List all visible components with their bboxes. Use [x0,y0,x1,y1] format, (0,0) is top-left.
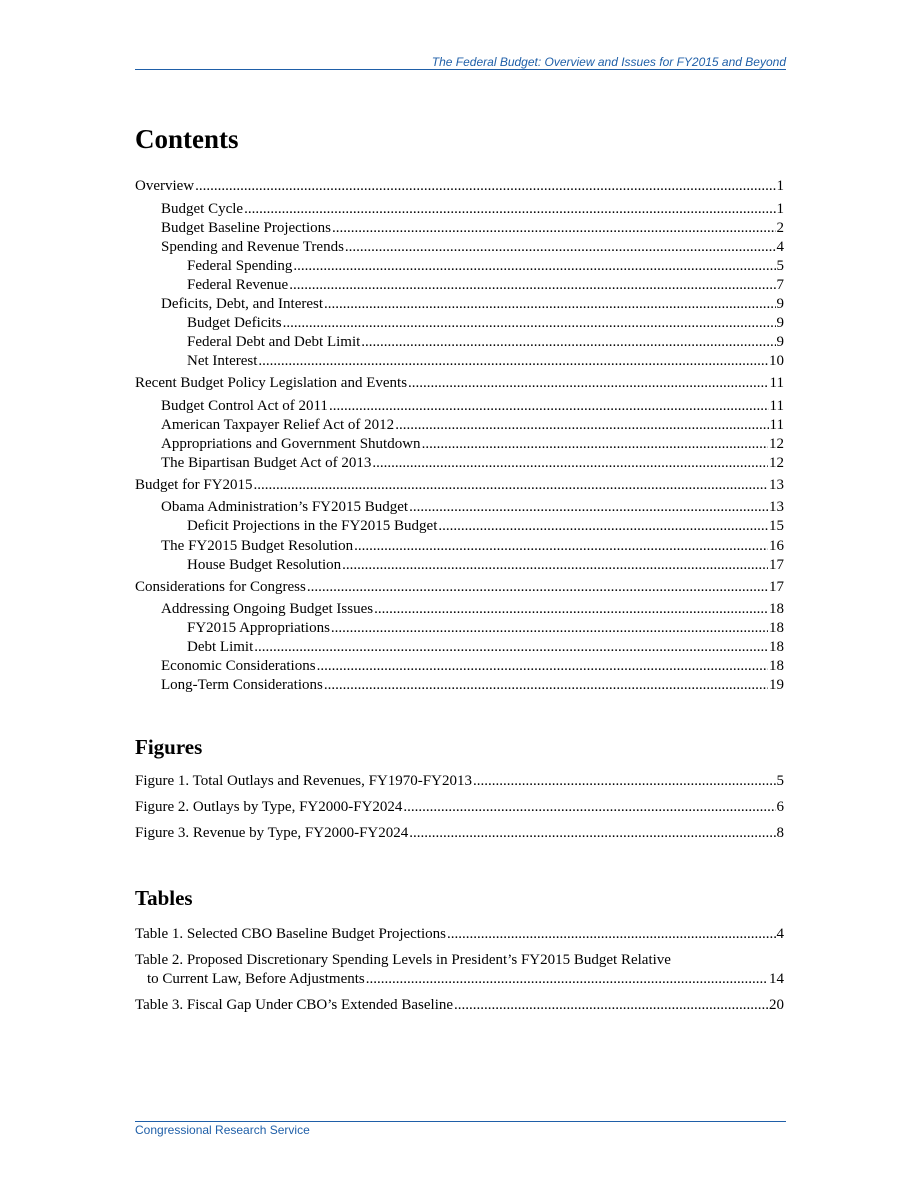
toc-entry-page: 1 [776,201,784,217]
toc-entry-page: 2 [776,220,784,236]
toc-entry[interactable] [161,454,784,473]
toc-entry-page: 13 [769,499,784,515]
figure-entry-title: Figure 3. Revenue by Type, FY2000-FY2024 [135,825,409,841]
dot-leader [361,333,775,352]
figure-entry-title: Figure 2. Outlays by Type, FY2000-FY2024 [135,799,403,815]
dot-leader [409,824,775,843]
dot-leader [329,397,769,416]
toc-entry-page: 9 [776,296,784,312]
dot-leader [408,374,769,393]
figure-entry-title: Figure 1. Total Outlays and Revenues, FY1970-FY2013 [135,773,472,789]
dot-leader [395,416,768,435]
toc-entry-title: Deficit Projections in the FY2015 Budget [187,518,438,534]
toc-entry-page: 16 [769,538,784,554]
dot-leader [454,996,768,1015]
toc-entry[interactable] [161,657,784,676]
table-entry-page: 14 [769,971,784,987]
dot-leader [473,772,776,791]
toc-entry-title: Budget Baseline Projections [161,220,331,236]
table-entry-title: Table 1. Selected CBO Baseline Budget Projections [135,926,446,942]
toc-entry-page: 17 [769,579,784,595]
toc-entry-page: 18 [769,658,784,674]
figure-entry-page: 8 [776,825,784,841]
table-entry-title-continued: to Current Law, Before Adjustments [147,971,365,987]
toc-entry[interactable] [135,476,784,495]
toc-entry[interactable] [161,238,784,257]
toc-entry-title: Long-Term Considerations [161,677,323,693]
toc-entry[interactable] [161,200,784,219]
dot-leader [447,925,776,944]
toc-entry[interactable] [135,578,784,597]
toc-entry[interactable] [187,333,784,352]
toc-entry-page: 7 [776,277,784,293]
figure-entry[interactable] [135,772,784,791]
toc-entry-title: Net Interest [187,353,258,369]
toc-entry-page: 17 [769,557,784,573]
toc-entry[interactable] [161,295,784,314]
toc-entry-page: 18 [769,639,784,655]
toc-entry[interactable] [187,276,784,295]
toc-entry[interactable] [187,556,784,575]
toc-entry-page: 1 [776,178,784,194]
toc-entry-title: House Budget Resolution [187,557,342,573]
figures-heading: Figures [135,735,203,759]
toc-entry-page: 12 [769,455,784,471]
toc-entry[interactable] [187,314,784,333]
table-entry[interactable] [135,925,784,944]
toc-entry-page: 9 [776,315,784,331]
toc-entry[interactable] [161,676,784,695]
toc-entry[interactable] [161,435,784,454]
footer-rule [135,1121,786,1122]
dot-leader [254,476,769,495]
toc-entry-title: Overview [135,178,195,194]
toc-entry-page: 13 [769,477,784,493]
toc-entry-page: 9 [776,334,784,350]
toc-entry[interactable] [187,352,784,371]
toc-entry-title: Federal Spending [187,258,293,274]
footer-text: Congressional Research Service [135,1123,310,1137]
dot-leader [354,537,768,556]
table-entry[interactable] [135,951,784,989]
toc-entry[interactable] [161,416,784,435]
toc-entry-page: 19 [769,677,784,693]
dot-leader [403,798,775,817]
toc-entry-page: 11 [769,398,784,414]
dot-leader [366,970,768,989]
toc-entry-title: Federal Debt and Debt Limit [187,334,361,350]
dot-leader [345,238,776,257]
dot-leader [289,276,775,295]
toc-entry-title: Deficits, Debt, and Interest [161,296,324,312]
dot-leader [324,676,768,695]
dot-leader [293,257,775,276]
dot-leader [307,578,768,597]
dot-leader [372,454,768,473]
toc-entry-title: Budget Cycle [161,201,244,217]
table-entry-title: Table 2. Proposed Discretionary Spending Levels in President’s FY2015 Budget Relative [135,952,671,968]
dot-leader [254,638,768,657]
toc-entry[interactable] [187,517,784,536]
toc-entry-page: 11 [769,375,784,391]
dot-leader [342,556,768,575]
table-entry-title: Table 3. Fiscal Gap Under CBO’s Extended Baseline [135,997,454,1013]
toc-entry-title: Recent Budget Policy Legislation and Events [135,375,408,391]
table-entry[interactable] [135,996,784,1015]
toc-entry-page: 5 [776,258,784,274]
dot-leader [332,219,776,238]
tables-heading: Tables [135,886,193,910]
toc-entry[interactable] [187,257,784,276]
figure-entry-page: 5 [776,773,784,789]
toc-entry-title: Appropriations and Government Shutdown [161,436,421,452]
toc-entry[interactable] [161,219,784,238]
toc-entry-title: Considerations for Congress [135,579,306,595]
dot-leader [409,498,768,517]
toc-entry[interactable] [135,374,784,393]
toc-entry-title: Budget for FY2015 [135,477,253,493]
dot-leader [244,200,775,219]
header-rule [135,69,786,70]
toc-entry-page: 10 [769,353,784,369]
toc-entry[interactable] [135,177,784,196]
toc-entry[interactable] [187,638,784,657]
toc-entry-page: 11 [769,417,784,433]
toc-entry-title: The Bipartisan Budget Act of 2013 [161,455,372,471]
toc-entry-title: Obama Administration’s FY2015 Budget [161,499,409,515]
figure-entry[interactable] [135,824,784,843]
toc-entry-title: Debt Limit [187,639,254,655]
dot-leader [324,295,775,314]
dot-leader [258,352,768,371]
toc-entry-title: Budget Control Act of 2011 [161,398,328,414]
toc-entry-title: Spending and Revenue Trends [161,239,344,255]
toc-entry-title: The FY2015 Budget Resolution [161,538,354,554]
dot-leader [438,517,768,536]
dot-leader [317,657,768,676]
dot-leader [374,600,768,619]
toc-entry-page: 4 [776,239,784,255]
toc-entry[interactable] [161,600,784,619]
dot-leader [422,435,768,454]
toc-entry-title: Addressing Ongoing Budget Issues [161,601,374,617]
dot-leader [331,619,768,638]
contents-heading: Contents [135,124,239,154]
toc-entry-title: Federal Revenue [187,277,289,293]
toc-entry-title: FY2015 Appropriations [187,620,330,636]
table-entry-page: 4 [776,926,784,942]
toc-entry-title: American Taxpayer Relief Act of 2012 [161,417,395,433]
toc-entry[interactable] [161,498,784,517]
table-entry-page: 20 [769,997,784,1013]
toc-entry[interactable] [161,397,784,416]
dot-leader [283,314,776,333]
toc-entry[interactable] [161,537,784,556]
toc-entry-page: 12 [769,436,784,452]
toc-entry-page: 18 [769,620,784,636]
figure-entry-page: 6 [776,799,784,815]
figure-entry[interactable] [135,798,784,817]
dot-leader [195,177,775,196]
toc-entry-title: Budget Deficits [187,315,282,331]
toc-entry-page: 18 [769,601,784,617]
toc-entry-page: 15 [769,518,784,534]
toc-entry[interactable] [187,619,784,638]
toc-entry-title: Economic Considerations [161,658,316,674]
running-header: The Federal Budget: Overview and Issues for FY2015 and Beyond [431,55,786,69]
